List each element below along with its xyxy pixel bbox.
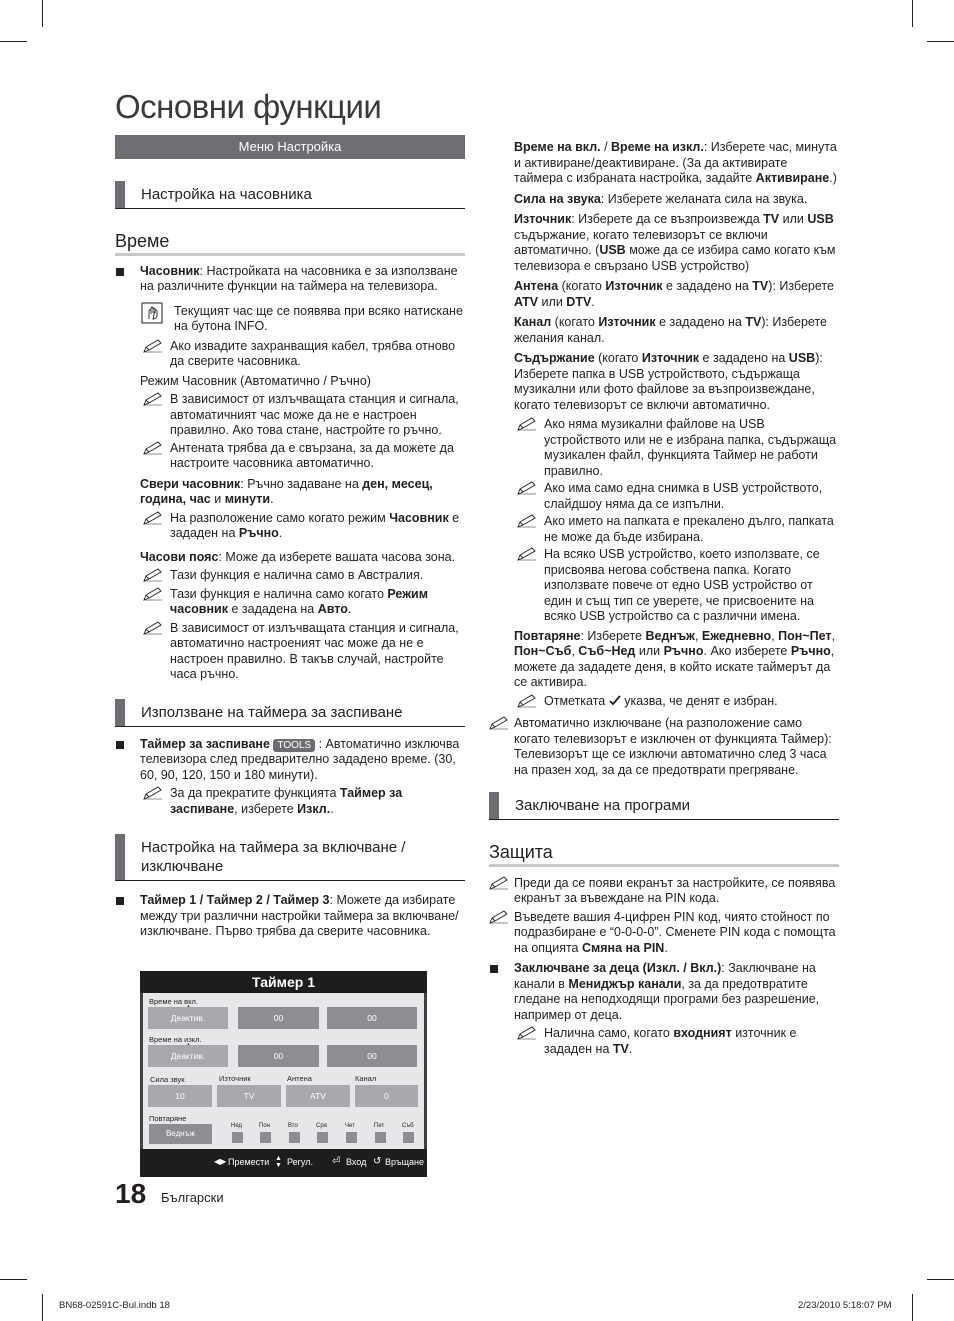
sleep-note: За да прекратите функцията Таймер за заспиване, изберете Изкл.. [115,786,465,817]
content-note-1: Ако няма музикални файлове на USB устройството или не е избрана папка, съдържаща музикален файл, функцията Таймер не работи правилно. [489,417,839,479]
note-pencil-icon [143,786,163,800]
child-lock-note: Налична само, когато входният източник е зададен на TV. [489,1026,839,1057]
timer-osd-screen [140,971,427,1177]
note-pencil-icon [143,441,163,455]
section-onoff-title: Настройка на таймера за включване / изключване [141,839,406,875]
security-note-2: Въведете вашия 4-цифрен PIN код, чиято стойност по подразбиране е “0-0-0-0”. Сменете PIN кода с помощта на опцията Смяна на PIN. [489,910,839,957]
note-pencil-icon [143,511,163,525]
security-note-1: Преди да се появи екранът за настройките, се появява екранът за въвеждане на PIN кода. [489,876,839,907]
note-pencil-icon [143,621,163,635]
note-pencil-icon [143,587,163,601]
content-note-3: Ако името на папката е прекалено дълго, папката не може да бъде избирана. [489,514,839,545]
osd-adjust-hint: Регул. [287,1157,313,1167]
checkmark-icon [609,695,621,706]
auto-off-note: Автоматично изключване (на разположение само когато телевизорът е изключен от функцията Таймер): Телевизорът ще се изключи автоматично след 3 часа на празен ход, за да се предотврати прегряване. [489,716,839,778]
osd-day-label: Съб [402,1123,414,1129]
osd-title: Таймер 1 [140,971,427,993]
section-program-lock [489,792,839,820]
tz-note-3: В зависимост от излъчващата станция и сигнала, автоматично настроеният час може да не е настроен правилно. В такъв случай, настройте часа ръчно. [115,621,465,683]
on-off-time-text: Време на вкл. / Време на изкл.: Изберете час, минута и активиране/деактивиране. (За да активирате таймера с избраната настройка, задайте Активиране.) [514,140,837,185]
osd-volume-label: Сила звук [150,1075,185,1084]
crop-mark [927,41,954,42]
note-pencil-icon [517,694,537,708]
antenna-text: Антена (когато Източник е зададено на TV): Изберете ATV или DTV. [514,279,834,309]
osd-on-time-label: Време на вкл. [149,997,198,1006]
crop-mark [42,1294,43,1321]
note-pencil-icon [489,910,509,924]
osd-antenna-label: Антена [287,1074,312,1083]
osd-day-checkbox[interactable] [232,1132,243,1143]
osd-day-checkbox[interactable] [346,1132,357,1143]
timers-item: Таймер 1 / Таймер 2 / Таймер 3: Можете да избирате между три различни настройки таймера за включване/изключване. Първо трябва да сверите часовника. [115,893,465,940]
osd-antenna-value[interactable]: ATV [286,1085,350,1107]
osd-on-activate[interactable]: Деактив. [148,1007,228,1029]
clock-mode-title: Режим Часовник (Автоматично / Ръчно) [140,373,371,388]
heading-security: Защита [489,845,839,867]
crop-mark [912,1294,913,1321]
osd-day-checkbox[interactable] [403,1132,414,1143]
osd-off-activate[interactable]: Деактив. [148,1045,228,1067]
osd-on-hour[interactable]: 00 [238,1007,319,1029]
osd-channel-label: Канал [355,1074,377,1083]
osd-channel-value[interactable]: 0 [355,1085,418,1107]
osd-day-label: Сря [316,1123,327,1129]
tz-note-2: Тази функция е налична само когато Режим часовник е зададена на Авто. [115,587,465,618]
osd-source-value[interactable]: TV [217,1085,281,1107]
note-pencil-icon [143,568,163,582]
osd-volume-value[interactable]: 10 [148,1085,212,1107]
crop-mark [927,1279,954,1280]
osd-day-label: Вто [288,1123,298,1129]
child-lock-item: Заключване за деца (Изкл. / Вкл.): Заключване на канали в Мениджър канали, за да предотвратите гледане на неподходящи програми без разрешение, например от деца. [489,961,839,1023]
return-icon: ↺ [373,1156,382,1167]
content-note-2: Ако има само една снимка в USB устройството, слайдшоу няма да се изпълни. [489,481,839,512]
volume-text: Сила на звука: Изберете желаната сила на звука. [514,191,808,206]
section-clock-title: Настройка на часовника [141,186,312,203]
osd-move-hint: Премести [228,1157,270,1167]
section-sleep-title: Използване на таймера за заспиване [141,703,403,721]
note-pencil-icon [517,417,537,431]
osd-return-hint: Връщане [385,1157,425,1167]
osd-repeat-label: Повтаряне [149,1114,187,1123]
crop-mark [0,41,27,42]
page-language: Български [161,1190,224,1205]
sleep-item: Таймер за заспиване TOOLS : Автоматично изключва телевизора след предварително зададено време. (30, 60, 90, 120, 150 и 180 минути). [115,737,465,784]
footer-date: 2/23/2010 5:18:07 PM [798,1300,892,1311]
osd-footer [140,1149,427,1177]
osd-body [143,993,424,1149]
note-pencil-icon [143,392,163,406]
osd-day-label: Пон [259,1123,270,1129]
repeat-note: Отметката указва, че денят е избран. [489,694,839,710]
section-clock [115,181,465,209]
note-pencil-icon [143,339,163,353]
osd-off-minute[interactable]: 00 [327,1045,417,1067]
mode-note-2: Антената трябва да е свързана, за да можете да настроите часовника автоматично. [115,441,465,472]
mode-note-1: В зависимост от излъчващата станция и сигнала, автоматичният час може да не е настроен правилно. Ако това стане, настройте го ръчно. [115,392,465,439]
left-column [115,181,465,940]
osd-day-checkbox[interactable] [260,1132,271,1143]
section-lock-title: Заключване на програми [515,797,691,814]
osd-off-hour[interactable]: 00 [238,1045,319,1067]
osd-on-minute[interactable]: 00 [327,1007,417,1029]
footer-file: BN68-02591C-Bul.indb 18 [59,1300,170,1311]
timezone-text: Часови пояс: Може да изберете вашата часова зона. [140,549,456,564]
osd-day-label: Нед [231,1123,243,1129]
up-down-arrows-icon: ▲ ▼ [275,1155,282,1169]
set-clock-note: На разположение само когато режим Часовник е зададен на Ръчно. [115,511,465,542]
clock-item: Часовник: Настройката на часовника е за използване на различните функции на таймера на телевизора. [115,264,465,295]
hand-icon [141,302,163,324]
content-text: Съдържание (когато Източник е зададено на USB): Изберете папка в USB устройството, съдържаща музикални или фото файлове за възпроизвеждане, когато телевизорът се включи автоматично. [514,351,823,412]
enter-icon: ⏎ [332,1156,341,1167]
osd-off-time-label: Време на изкл. [149,1035,202,1044]
repeat-text: Повтаряне: Изберете Веднъж, Ежедневно, Пон~Пет, Пон~Съб, Съб~Нед или Ръчно. Ако изберете Ръчно, можете да зададете деня, в който искате таймерът да се активира. [514,628,835,689]
page-number: 18 [115,1178,147,1209]
clock-hint: Текущият час ще се появява при всяко натискане на бутона INFO. [115,304,465,335]
left-right-arrows-icon: ◀▶ [214,1157,227,1166]
note-pencil-icon [517,514,537,528]
osd-day-label: Пет [374,1123,385,1129]
source-text: Източник: Изберете да се възпроизвежда TV или USB съдържание, когато телевизорът се включи автоматично. (USB може да се избира само когато към телевизора е свързано USB устройство) [514,212,836,273]
crop-mark [0,1279,27,1280]
note-pencil-icon [489,876,509,890]
channel-text: Канал (когато Източник е зададено на TV): Изберете желания канал. [514,315,827,345]
osd-source-label: Източник [219,1074,251,1083]
osd-day-checkbox[interactable] [289,1132,300,1143]
tools-button-icon: TOOLS [273,739,315,752]
heading-time: Време [115,234,465,256]
osd-repeat-value[interactable]: Веднъж [149,1124,212,1144]
osd-day-checkbox[interactable] [375,1132,386,1143]
note-pencil-icon [489,716,509,730]
clock-note: Ако извадите захранващия кабел, трябва отново да сверите часовника. [115,339,465,370]
page-title: Основни функции [115,88,382,125]
osd-enter-hint: Вход [346,1157,367,1167]
menu-bar: Меню Настройка [115,135,465,159]
crop-mark [42,0,43,27]
note-pencil-icon [517,481,537,495]
note-pencil-icon [517,547,537,561]
content-note-4: На всяко USB устройство, което използвате, се присвоява негова собствена папка. Когато използвате повече от едно USB устройство от един и същ тип се уверете, че присвоените на всяко USB устройство са с различни имена. [489,547,839,625]
crop-mark [912,0,913,27]
osd-day-label: Чет [345,1123,355,1129]
section-sleep [115,699,465,727]
right-column [489,140,839,1057]
set-clock-text: Свери часовник: Ръчно задаване на ден, месец, година, час и минути. [140,476,433,506]
osd-day-checkbox[interactable] [317,1132,328,1143]
note-pencil-icon [517,1026,537,1040]
section-on-off-timer [115,834,465,881]
tz-note-1: Тази функция е налична само в Австралия. [115,568,465,584]
